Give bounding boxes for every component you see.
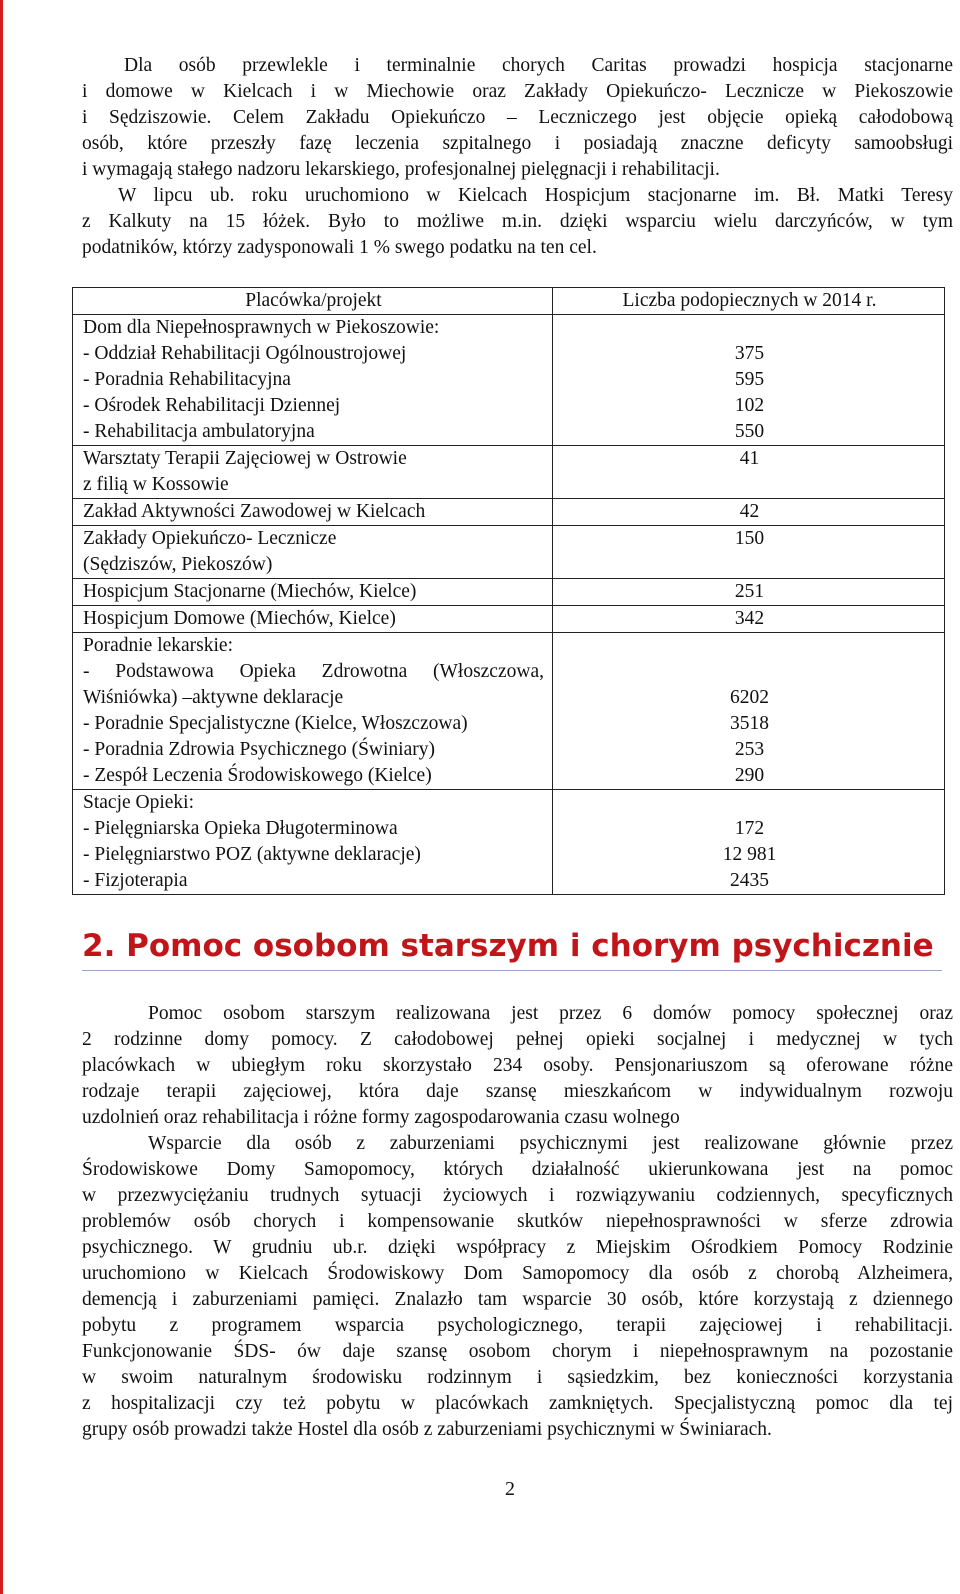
text-line: placówkach w ubiegłym roku skorzystało 234 osoby. Pensjonariuszom są oferowane różne	[82, 1055, 953, 1076]
text-line: rodzaje terapii zajęciowej, która daje szansę mieszkańcom w indywidualnym rozwoju	[82, 1081, 953, 1102]
text-line: osób, które przeszły fazę leczenia szpitalnego i posiadają znaczne deficyty samoobsługi	[82, 133, 953, 154]
text-line: Pomoc osobom starszym realizowana jest przez 6 domów pomocy społecznej oraz	[148, 1003, 953, 1024]
facility-cell	[73, 790, 553, 895]
cell-value: 12 981	[722, 844, 777, 865]
text-line: Wsparcie dla osób z zaburzeniami psychicznymi jest realizowane głównie przez	[148, 1133, 953, 1154]
table-row	[73, 790, 945, 895]
column-header-facility: Placówka/projekt	[73, 288, 553, 315]
cell-value: 42	[739, 501, 760, 522]
cell-text: - Fizjoterapia	[83, 870, 188, 891]
cell-value: 342	[734, 608, 765, 629]
text-line: z hospitalizacji czy też pobytu w placówkach zamkniętych. Specjalistyczną pomoc dla tej	[82, 1393, 953, 1414]
count-cell	[553, 606, 945, 633]
cell-text: z filią w Kossowie	[83, 474, 229, 495]
section-heading: 2. Pomoc osobom starszym i chorym psychicznie	[82, 928, 942, 971]
text-line: problemów osób chorych i kompensowanie skutków niepełnosprawności w sferze zdrowia	[82, 1211, 953, 1232]
cell-value: 595	[734, 369, 765, 390]
text-line: i domowe w Kielcach i w Miechowie oraz Zakłady Opiekuńczo- Lecznicze w Piekoszowie	[82, 81, 953, 102]
cell-text: - Pielęgniarska Opieka Długoterminowa	[83, 818, 398, 839]
text-line: Środowiskowe Domy Samopomocy, których działalność ukierunkowana jest na pomoc	[82, 1159, 953, 1180]
count-cell	[553, 315, 945, 446]
table-row	[73, 315, 945, 446]
cell-text: - Rehabilitacja ambulatoryjna	[83, 421, 315, 442]
table-row	[73, 606, 945, 633]
text-line: pobytu z programem wsparcia psychologicznego, terapii zajęciowej i rehabilitacji.	[82, 1315, 953, 1336]
count-cell	[553, 790, 945, 895]
count-cell	[553, 633, 945, 790]
cell-text: Hospicjum Stacjonarne (Miechów, Kielce)	[83, 581, 417, 602]
text-line: Dla osób przewlekle i terminalnie chorych Caritas prowadzi hospicja stacjonarne	[124, 55, 953, 76]
cell-value: 550	[734, 421, 765, 442]
count-cell	[553, 526, 945, 579]
text-line: demencją i zaburzeniami pamięci. Znalazło tam wsparcie 30 osób, które korzystają z dziennego	[82, 1289, 953, 1310]
cell-text: (Sędziszów, Piekoszów)	[83, 554, 273, 575]
text-line: i wymagają stałego nadzoru lekarskiego, profesjonalnej pielęgnacji i rehabilitacji.	[82, 159, 720, 180]
cell-value: 2435	[730, 870, 769, 891]
text-line: w przezwyciężaniu trudnych sytuacji życiowych i rozwiązywaniu codziennych, specyficznych	[82, 1185, 953, 1206]
cell-value: 251	[734, 581, 765, 602]
text-line: grupy osób prowadzi także Hostel dla osób z zaburzeniami psychicznymi w Świniarach.	[82, 1419, 772, 1440]
cell-text: - Ośrodek Rehabilitacji Dziennej	[83, 395, 341, 416]
text-line: z Kalkuty na 15 łóżek. Było to możliwe m.in. dzięki wsparciu wielu darczyńców, w tym	[82, 211, 953, 232]
cell-value: 375	[734, 343, 765, 364]
text-line: psychicznego. W grudniu ub.r. dzięki współpracy z Miejskim Ośrodkiem Pomocy Rodzinie	[82, 1237, 953, 1258]
cell-text: - Zespół Leczenia Środowiskowego (Kielce)	[83, 765, 432, 786]
cell-text: Zakład Aktywności Zawodowej w Kielcach	[83, 501, 426, 522]
text-line: w swoim naturalnym środowisku rodzinnym i sąsiedzkim, bez konieczności korzystania	[82, 1367, 953, 1388]
cell-text: Hospicjum Domowe (Miechów, Kielce)	[83, 608, 396, 629]
intro-paragraph	[82, 53, 953, 261]
cell-value: 172	[734, 818, 765, 839]
facility-cell	[73, 606, 553, 633]
mental-health-paragraph	[82, 1131, 953, 1443]
table-row	[73, 526, 945, 579]
table-row	[73, 633, 945, 790]
cell-value: 150	[734, 528, 765, 549]
count-cell	[553, 579, 945, 606]
cell-value: 3518	[730, 713, 769, 734]
cell-text: Warsztaty Terapii Zajęciowej w Ostrowie	[83, 448, 407, 469]
text-line: i Sędziszowie. Celem Zakładu Opiekuńczo – Leczniczego jest objęcie opieką całodobową	[82, 107, 953, 128]
cell-value: 41	[739, 448, 760, 469]
cell-text: - Poradnia Rehabilitacyjna	[83, 369, 291, 390]
cell-value: 290	[734, 765, 765, 786]
text-line: Funkcjonowanie ŚDS- ów daje szansę osobom chorym i niepełnosprawnym na pozostanie	[82, 1341, 953, 1362]
cell-value: 102	[734, 395, 765, 416]
cell-text: Zakłady Opiekuńczo- Lecznicze	[83, 528, 337, 549]
cell-text: - Poradnie Specjalistyczne (Kielce, Włoszczowa)	[83, 713, 468, 734]
cell-text: - Oddział Rehabilitacji Ogólnoustrojowej	[83, 343, 407, 364]
facility-cell	[73, 526, 553, 579]
table-row	[73, 499, 945, 526]
text-line: 2 rodzinne domy pomocy. Z całodobowej pełnej opieki socjalnej i medycznej w tych	[82, 1029, 953, 1050]
cell-text: Poradnie lekarskie:	[83, 635, 233, 656]
table-row	[73, 446, 945, 499]
cell-text: - Poradnia Zdrowia Psychicznego (Świniary)	[83, 739, 435, 760]
text-line: uruchomiono w Kielcach Środowiskowy Dom Samopomocy dla osób z chorobą Alzheimera,	[82, 1263, 953, 1284]
cell-text: Wiśniówka) –aktywne deklaracje	[83, 687, 344, 708]
cell-text: - Podstawowa Opieka Zdrowotna (Włoszczowa,	[83, 661, 544, 682]
text-line: W lipcu ub. roku uruchomiono w Kielcach Hospicjum stacjonarne im. Bł. Matki Teresy	[118, 185, 953, 206]
facility-cell	[73, 315, 553, 446]
facility-cell	[73, 446, 553, 499]
cell-text: - Pielęgniarstwo POZ (aktywne deklaracje)	[83, 844, 421, 865]
cell-text: Stacje Opieki:	[83, 792, 195, 813]
facility-cell	[73, 633, 553, 790]
cell-value: 253	[734, 739, 765, 760]
cell-value: 6202	[730, 687, 769, 708]
column-header-count: Liczba podopiecznych w 2014 r.	[553, 288, 945, 315]
table-header-row	[73, 288, 945, 315]
text-line: uzdolnień oraz rehabilitacja i różne formy zagospodarowania czasu wolnego	[82, 1107, 680, 1128]
facility-cell	[73, 579, 553, 606]
cell-text: Dom dla Niepełnosprawnych w Piekoszowie:	[83, 317, 440, 338]
facility-cell	[73, 499, 553, 526]
page-left-border	[0, 0, 3, 1594]
elderly-care-paragraph	[82, 1001, 953, 1131]
beneficiaries-table	[72, 287, 945, 895]
text-line: podatników, którzy zadysponowali 1 % swego podatku na ten cel.	[82, 237, 597, 258]
table-row	[73, 579, 945, 606]
count-cell	[553, 499, 945, 526]
page-number: 2	[505, 1478, 515, 1500]
count-cell	[553, 446, 945, 499]
